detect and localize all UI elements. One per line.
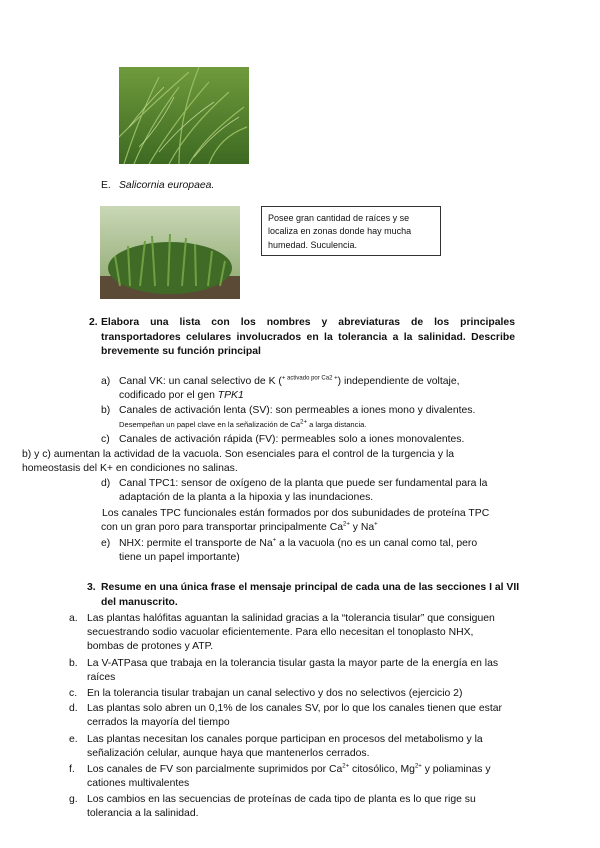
q3-f-line2: cationes multivalentes [87,778,190,789]
q3-number: 3. [87,582,96,593]
q3-g-marker: g. [69,794,78,805]
q3-b-line2: raíces [87,672,116,683]
q3-e-marker: e. [69,734,78,745]
q2-a-marker: a) [101,376,111,387]
q3-c-line1: En la tolerancia tisular trabajan un canal selectivo y dos no selectivos (ejercicio 2) [87,688,463,699]
q2-d-marker: d) [101,478,111,489]
q2-d-line1: Canal TPC1: sensor de oxígeno de la planta que puede ser fundamental para la [119,478,488,489]
q3-f-line1: Los canales de FV son parcialmente suprimidos por $Ca^{2+}$ citosólico, $Mg^{2+}$ y poliaminas y [87,763,491,775]
q2-a-line2: codificado por el gen TPK1 [119,390,244,401]
section-e-species: Salicornia europaea. [119,180,215,191]
q2-e-line1: NHX: permite el transporte de Na+ a la vacuola (no es un canal como tal, pero [119,537,478,549]
q2-b-note: Desempeñan un papel clave en la señalización de $Ca^{2+}$ a larga distancia. [119,419,367,429]
q2-d-line2: adaptación de la planta a la hipoxia y las inundaciones. [119,492,374,503]
q2-c-marker: c) [101,434,110,445]
q3-e-line1: Las plantas necesitan los canales porque participan en procesos del metabolismo y la [87,734,483,745]
q3-b-marker: b. [69,658,78,669]
q3-f-marker: f. [69,764,75,775]
q3-c-marker: c. [69,688,78,699]
q3-heading-line2: del manuscrito. [101,597,178,608]
q3-d-marker: d. [69,703,78,714]
q3-a-marker: a. [69,613,78,624]
q2-a-line1: Canal VK: un canal selectivo de K ($^{+ activado por Ca2 +}$) independiente de voltaje, [119,375,460,387]
q2-e-marker: e) [101,538,111,549]
q3-d-line1: Las plantas solo abren un 0,1% de los canales SV, por lo que los canales tienen que estar [87,703,502,714]
q2-c-text: Canales de activación rápida (FV): permeables solo a iones monovalentes. [119,434,465,445]
q3-a-line1: Las plantas halófitas aguantan la salinidad gracias a la “tolerancia tisular” que consiguen [87,613,495,624]
gene-name: TPK1 [217,390,244,401]
q3-d-line2: cerrados la mayoría del tiempo [87,717,230,728]
q2-tpc-line1: Los canales TPC funcionales están formados por dos subunidades de proteína TPC [102,508,490,519]
q2-b-text: Canales de activación lenta (SV): son permeables a iones mono y divalentes. [119,405,476,416]
q3-b-line1: La V-ATPasa que trabaja en la tolerancia tisular gasta la mayor parte de la energía en las [87,658,499,669]
salicornia-photo [100,206,240,299]
q2-e-line2: tiene un papel importante) [119,552,240,563]
q3-a-line3: bombas de protones y ATP. [87,641,214,652]
q3-heading-line1: Resume en una única frase el mensaje principal de cada una de las secciones I al VII [101,582,520,593]
q2-b-marker: b) [101,405,111,416]
q2-bc-line1: b) y c) aumentan la actividad de la vacuola. Son esenciales para el control de la turgencia y la [22,449,455,460]
q3-e-line2: señalización celular, aunque haya que mantenerlos cerrados. [87,748,370,759]
q2-number: 2. [89,317,98,328]
q3-g-line2: tolerancia a la salinidad. [87,808,199,819]
q2-bc-line2: homeostasis del K+ en condiciones no salinas. [22,463,238,474]
grass-photo [119,67,249,164]
q3-a-line2: secuestrando sodio vacuolar eficientemente. Para ello necesitan el tonoplasto NHX, [87,627,474,638]
q3-g-line1: Los cambios en las secuencias de proteínas de cada tipo de planta es lo que rige su [87,794,476,805]
q2-heading: Elabora una lista con los nombres y abreviaturas de los principales transportadores celulares involucrados en la tolerancia a la salinidad. Describe brevemente su función principal [101,317,515,358]
salicornia-note: Posee gran cantidad de raíces y se localiza en zonas donde hay mucha humedad. Suculencia. [261,206,441,256]
section-e-letter: E. [101,180,111,191]
q2-tpc-line2: con un gran poro para transportar principalmente $Ca^{2+}$ y Na+ [101,521,378,533]
